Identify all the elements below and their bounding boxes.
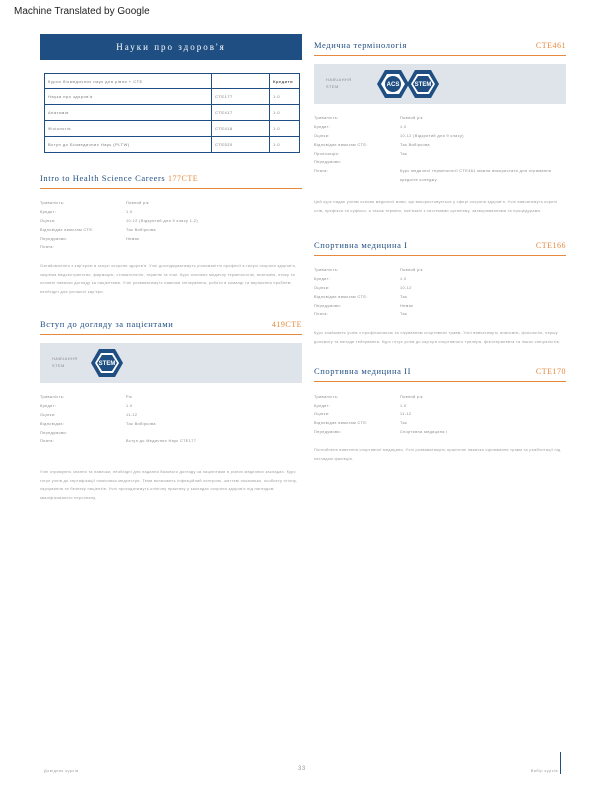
course-title: [314, 366, 566, 382]
table-cell: Вступ до Біомедичних Наук (PLTW): [45, 137, 212, 153]
detail-key: Тривалість:: [40, 201, 65, 206]
course-description: Поглиблене вивчення спортивної медицини. Учні розвиватимуть практичні навички оцінювання травм та реабілітації під наглядом фахівців.: [314, 448, 561, 462]
detail-value: Так: [400, 421, 408, 426]
detail-value: Так: [400, 294, 408, 299]
detail-value: Повний рік: [400, 268, 423, 273]
detail-value: 1.0: [126, 404, 133, 409]
detail-key: Тривалість:: [40, 395, 65, 400]
detail-row: [314, 149, 566, 158]
badge-acs-text: ACS: [386, 82, 400, 88]
detail-key: Відповідає вимогам CTE:: [40, 227, 94, 232]
table-cell: 1.0: [270, 121, 300, 137]
detail-value: 1.0: [400, 125, 407, 130]
detail-row: [314, 284, 566, 293]
table-row: [45, 105, 300, 121]
course-details: [314, 392, 566, 436]
detail-value: Рік: [126, 395, 133, 400]
table-header-cell: Кредити: [270, 74, 300, 89]
detail-key: Передумови:: [40, 430, 68, 435]
course-name: Спортивна медицина I: [314, 239, 408, 250]
detail-value: Так Вибіркова: [400, 142, 430, 147]
left-column: [40, 34, 302, 503]
detail-key: Пропозиція:: [314, 151, 340, 156]
detail-row: [40, 437, 302, 446]
detail-value: Так: [400, 151, 408, 156]
stem-logo-box: [40, 343, 302, 383]
table-row: [45, 137, 300, 153]
course-path-table: [44, 73, 300, 153]
table-header-cell: [212, 74, 270, 89]
detail-key: Кредит:: [40, 404, 57, 409]
detail-row: [40, 217, 302, 226]
logo-label: НАВЧАННЯ STEM: [52, 356, 78, 368]
stem-hex-icon: [90, 348, 124, 378]
detail-value: Так: [400, 312, 408, 317]
detail-row: [40, 393, 302, 402]
detail-row: [314, 310, 566, 319]
course-name: Спортивна медицина II: [314, 366, 412, 377]
detail-row: [314, 140, 566, 149]
course-patient-care: [40, 319, 302, 503]
course-medical-terminology: [314, 40, 566, 216]
table-row: [45, 89, 300, 105]
course-title: [314, 240, 566, 256]
detail-row: [314, 167, 566, 185]
detail-row: [40, 243, 302, 252]
detail-key: Оцінки:: [40, 218, 56, 223]
course-details: [314, 114, 566, 184]
detail-key: Оцінки:: [314, 133, 330, 138]
course-description: Цей курс надає учням основи медичної мови, що використовується у сфері охорони здоров'я. Учні вивчатимуть корені слів, префікси та суфікси, а також терміни, пов'язані з системами організму, захворюваннями та процедурами.: [314, 200, 558, 214]
detail-key: Оцінки:: [314, 285, 330, 290]
svg-text:STEM: STEM: [98, 360, 116, 367]
course-description: Ознайомлення з кар'єрою в галузі охорони здоров'я. Учні досліджуватимуть різноманітні професії в галузі охорони здоров'я, зокрема медсестринство, фармацію, стоматологію, терапію та інші. Курс охоплює медичну термінологію, анатомію, етику та основні навички догляду за пацієнтами. Учні розвиватимуть навички спілкування, роботи в команді та вирішення проблем, необхідні для успішної кар'єри.: [40, 263, 297, 295]
detail-value: 11-12: [126, 412, 138, 417]
detail-key: Передумови:: [314, 160, 342, 165]
detail-value: Повний рік: [400, 394, 423, 399]
course-details: [40, 393, 302, 446]
detail-key: Відповідає вимогам CTE:: [314, 294, 368, 299]
stem-hex-icon: [406, 69, 440, 99]
course-code: 177CTE: [168, 174, 199, 183]
detail-value: 10-12: [400, 285, 412, 290]
page-number: 33: [298, 766, 306, 772]
course-title: [40, 173, 302, 189]
detail-value: 1.0: [126, 210, 133, 215]
table-cell: Фізіологія: [45, 121, 212, 137]
detail-value: Вступ до Медичних Наук CTE177: [126, 439, 197, 444]
detail-value: 1.0: [400, 277, 407, 282]
detail-row: [314, 419, 566, 428]
detail-value: Повний рік: [400, 116, 423, 121]
machine-translated-banner: Machine Translated by Google: [0, 0, 616, 22]
table-cell: Анатомія: [45, 105, 212, 121]
table-cell: 1.0: [270, 137, 300, 153]
detail-key: Відповідає:: [40, 421, 65, 426]
right-column: [314, 34, 566, 464]
detail-row: [40, 411, 302, 420]
detail-row: [314, 392, 566, 401]
footer-left-text: Довідник курсів: [44, 769, 79, 773]
detail-value: Спортивна медицина I: [400, 429, 448, 434]
detail-value: Повний рік: [126, 201, 149, 206]
course-details: [314, 266, 566, 319]
detail-row: [314, 123, 566, 132]
course-sports-medicine-1: [314, 240, 566, 346]
detail-key: Тривалість:: [314, 116, 339, 121]
course-name: Вступ до догляду за пацієнтами: [40, 318, 174, 329]
detail-row: [40, 199, 302, 208]
course-details: [40, 199, 302, 252]
detail-row: [314, 428, 566, 437]
detail-row: [314, 410, 566, 419]
detail-key: Тривалість:: [314, 394, 339, 399]
section-header: Науки про здоров'я: [40, 34, 302, 60]
table-cell: CTE177: [212, 89, 270, 105]
detail-key: Кредит:: [40, 210, 57, 215]
table-row: [45, 121, 300, 137]
detail-key: Передумови:: [40, 236, 68, 241]
detail-row: [40, 402, 302, 411]
detail-value: Немає: [126, 236, 140, 241]
page-footer: [40, 766, 566, 776]
table-header-cell: Курси біомедичних наук для рівня + CTE: [45, 74, 212, 89]
detail-key: Плата:: [314, 168, 329, 173]
course-code: CTE166: [535, 240, 566, 250]
detail-row: [314, 114, 566, 123]
detail-row: [40, 234, 302, 243]
detail-value: 1.0: [400, 403, 407, 408]
detail-value: 10-12 (Відкритий для 9 класу 1-2): [126, 218, 199, 223]
detail-row: [40, 419, 302, 428]
detail-key: Плата:: [40, 439, 55, 444]
course-name: Intro to Health Science Careers: [40, 173, 166, 183]
detail-row: [40, 225, 302, 234]
course-intro: [40, 173, 302, 297]
detail-value: Курс медичної термінології CTE461 можна використати для отримання кредитів коледжу: [400, 168, 552, 182]
footer-right-text: Вибір курсів: [530, 769, 558, 773]
detail-row: [314, 292, 566, 301]
detail-row: [40, 208, 302, 217]
detail-value: 10-12 (Відкритий для 9 класу): [400, 133, 464, 138]
detail-row: [314, 301, 566, 310]
detail-key: Оцінки:: [314, 412, 330, 417]
detail-row: [314, 132, 566, 141]
detail-key: Кредит:: [314, 277, 331, 282]
detail-key: Плата:: [314, 312, 329, 317]
course-title: [314, 40, 566, 56]
table-cell: 1.0: [270, 105, 300, 121]
course-title: [40, 319, 302, 335]
detail-key: Передумови:: [314, 303, 342, 308]
detail-key: Плата:: [40, 245, 55, 250]
course-code: CTE170: [535, 367, 566, 377]
detail-key: Оцінки:: [40, 412, 56, 417]
course-name: Медична термінологія: [314, 40, 407, 50]
detail-key: Тривалість:: [314, 268, 339, 273]
detail-value: Немає: [400, 303, 414, 308]
table-cell: 1.0: [270, 89, 300, 105]
table-header-row: [45, 74, 300, 89]
detail-row: [314, 266, 566, 275]
table-cell: CTE417: [212, 105, 270, 121]
detail-key: Передумови:: [314, 429, 342, 434]
detail-key: Кредит:: [314, 125, 331, 130]
course-code: CTE461: [535, 41, 566, 50]
table-cell: Наука про здоров'я: [45, 89, 212, 105]
badge-stem-text: STEM: [414, 82, 432, 88]
course-description: Учні отримують знання та навички, необхідні для надання базового догляду за пацієнтами в різних медичних закладах. Курс готує учнів до сертифікації помічника медсестри. Теми включають інфекційний контроль, життєві показники, особисту гігієну, харчування та безпеку пацієнтів. Учні проходитимуть клінічну практику у закладах охорони здоров'я під наглядом кваліфікованого персоналу.: [40, 469, 298, 501]
detail-row: [314, 158, 566, 167]
course-code: 419CTE: [271, 319, 302, 329]
logo-label: НАВЧАННЯ STEM: [326, 78, 352, 89]
table-cell: CTE418: [212, 121, 270, 137]
detail-key: Відповідає вимогам CTE:: [314, 142, 368, 147]
detail-value: Так Вибіркова: [126, 227, 156, 232]
detail-row: [314, 275, 566, 284]
detail-row: [40, 428, 302, 437]
course-sports-medicine-2: [314, 366, 566, 464]
detail-value: Так Вибіркова: [126, 421, 156, 426]
stem-logo-box: [314, 64, 566, 104]
detail-key: Кредит:: [314, 403, 331, 408]
detail-value: 11-12: [400, 412, 412, 417]
detail-row: [314, 401, 566, 410]
detail-key: Відповідає вимогам CTE:: [314, 421, 368, 426]
table-cell: CTE520: [212, 137, 270, 153]
course-description: Курс знайомить учнів з профілактикою та лікуванням спортивних травм. Учні вивчатимуть анатомію, фізіологію, першу допомогу та методи тейпування. Курс готує учнів до кар'єри спортивного тренера, фізіотерапевта та інших спеціалістів.: [314, 330, 561, 344]
acs-hex-icon: [376, 69, 410, 99]
